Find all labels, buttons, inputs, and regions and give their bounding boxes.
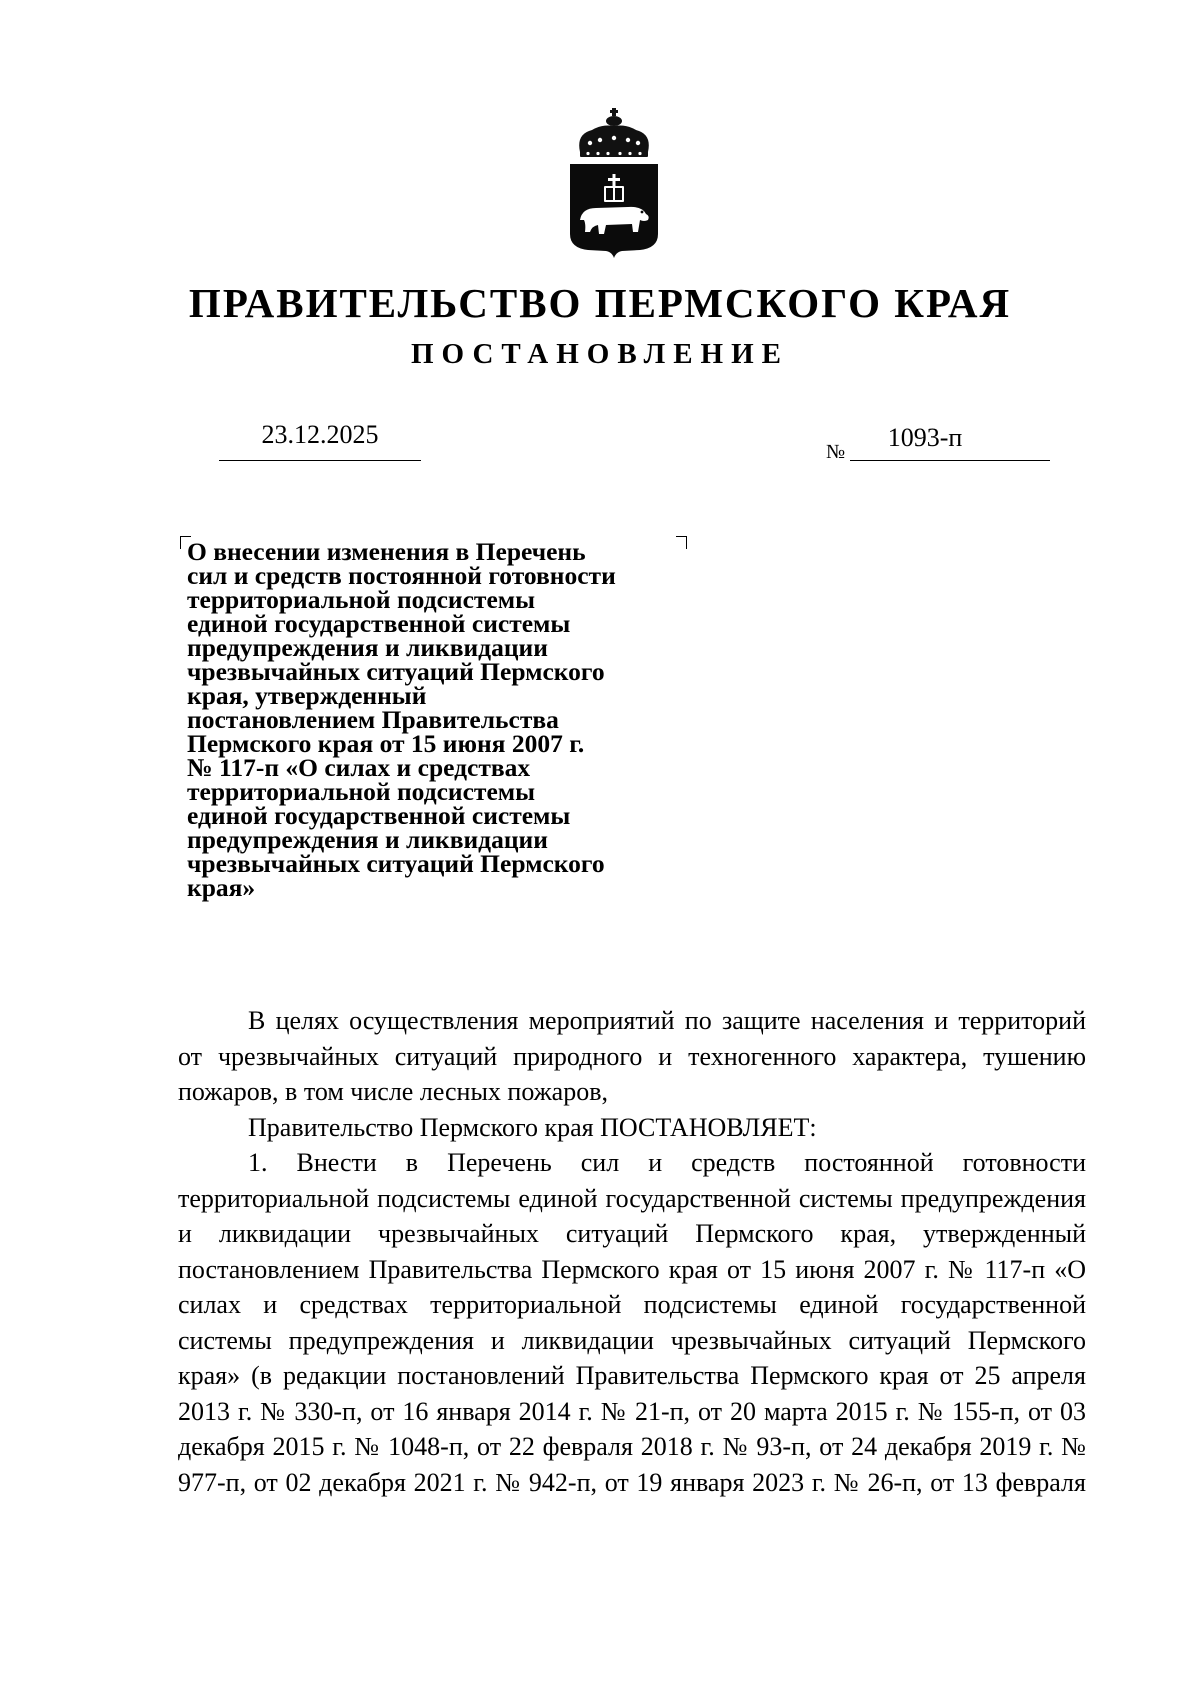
subject-line: сил и средств постоянной готовности [187, 561, 616, 590]
subject-line: постановлением Правительства [187, 705, 559, 734]
subject-line: территориальной подсистемы [187, 777, 536, 806]
subject-line: чрезвычайных ситуаций Пермского [187, 849, 605, 878]
body-paragraph: 1. Внести в Перечень сил и средств постоянной готовности территориальной подсистемы единой государственной системы предупреждения и ликвидации чрезвычайных ситуаций Пермского края, утвержденный постановлением Правительства Пермского края от 15 июня 2007 г. № 117-п «О силах и средствах территориальной подсистемы единой государственной системы предупреждения и ликвидации чрезвычайных ситуаций Пермского края» (в редакции постановлений Правительства Пермского края от 25 апреля 2013 г. № 330-п, от 16 января 2014 г. № 21-п, от 20 марта 2015 г. № 155-п, от 03 декабря 2015 г. № 1048-п, от 22 февраля 2018 г. № 93-п, от 24 декабря 2019 г. № 977-п, от 02 декабря 2021 г. № 942-п, от 19 января 2023 г. № 26-п, от 13 февраля [178, 1148, 1086, 1497]
subject-title [187, 537, 687, 902]
document-type-heading: ПОСТАНОВЛЕНИЕ [410, 338, 789, 370]
body-paragraph: Правительство Пермского края ПОСТАНОВЛЯЕТ: [248, 1112, 817, 1142]
subject-line: территориальной подсистемы [187, 585, 536, 614]
subject-line: предупреждения и ликвидации [187, 825, 548, 854]
subject-line: края» [187, 873, 256, 902]
subject-line: единой государственной системы [187, 801, 571, 830]
subject-line: О внесении изменения в Перечень [187, 537, 586, 566]
date-underline [219, 460, 421, 461]
body-text [178, 1003, 1086, 1500]
perm-krai-coat-of-arms-icon [562, 108, 666, 260]
body-paragraph: В целях осуществления мероприятий по защите населения и территорий от чрезвычайных ситуаций природного и техногенного характера, тушению пожаров, в том числе лесных пожаров, [178, 1006, 1086, 1106]
subject-line: предупреждения и ликвидации [187, 633, 548, 662]
number-underline [850, 460, 1050, 461]
document-number: 1093-п [887, 423, 963, 452]
subject-line: единой государственной системы [187, 609, 571, 638]
subject-line: чрезвычайных ситуаций Пермского [187, 657, 605, 686]
organization-title: ПРАВИТЕЛЬСТВО ПЕРМСКОГО КРАЯ [188, 280, 1012, 326]
number-sign: № [826, 441, 846, 463]
subject-line: края, утвержденный [187, 681, 427, 710]
subject-line: Пермского края от 15 июня 2007 г. [187, 729, 585, 758]
document-date: 23.12.2025 [261, 420, 379, 449]
subject-line: № 117-п «О силах и средствах [187, 753, 531, 782]
